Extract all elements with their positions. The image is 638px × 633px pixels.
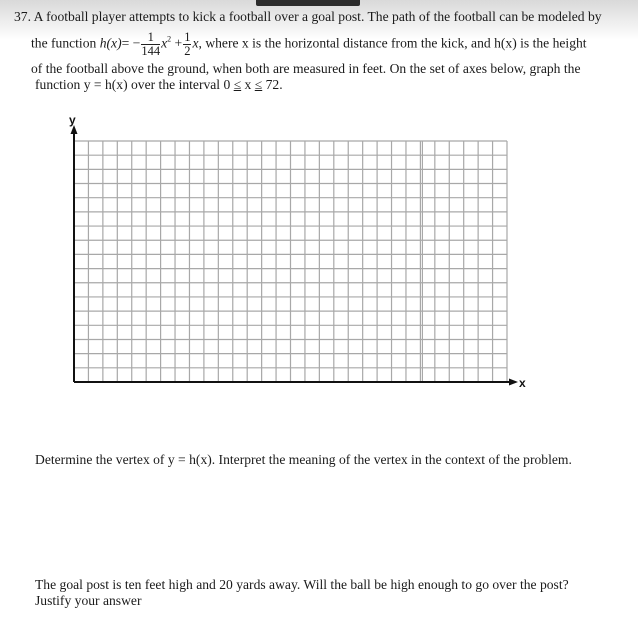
problem-intro: A football player attempts to kick a football over a goal post. The path of the football can be modeled by	[33, 9, 602, 24]
graph-grid	[74, 141, 507, 382]
x-axis-arrow-icon	[509, 379, 518, 386]
problem-number: 37.	[14, 9, 31, 24]
x-term: x	[192, 35, 199, 51]
y-axis-label: y	[69, 113, 76, 127]
x-squared-term: x	[161, 35, 168, 51]
goalpost-question-line-1: The goal post is ten feet high and 20 yards away. Will the ball be high enough to go over the post?	[35, 577, 569, 592]
vertex-question: Determine the vertex of y = h(x). Interpret the meaning of the vertex in the context of the problem.	[35, 452, 572, 467]
fraction-1-2: $\frac{1}{2}$	[184, 30, 191, 58]
x-axis-label: x	[519, 376, 526, 390]
goalpost-question-line-2: Justify your answer	[35, 593, 142, 608]
problem-line-3: of the football above the ground, when both are measured in feet. On the set of axes below, graph the	[31, 61, 581, 76]
plus-sign: +	[174, 35, 183, 51]
exponent: 2	[167, 34, 172, 44]
less-equal-1: ≤	[233, 77, 242, 92]
function-name: h(x)	[99, 35, 122, 51]
function-suffix: , where x is the horizontal distance from the kick, and h(x) is the height	[198, 35, 587, 51]
problem-line-4: function y = h(x) over the interval 0 ≤ x ≤ 72.	[35, 77, 283, 92]
less-equal-2: ≤	[254, 77, 263, 92]
function-prefix: the function	[31, 35, 97, 51]
fraction-1-144: $\frac{1}{144}$	[141, 30, 161, 58]
equals-sign: = −	[121, 35, 141, 51]
